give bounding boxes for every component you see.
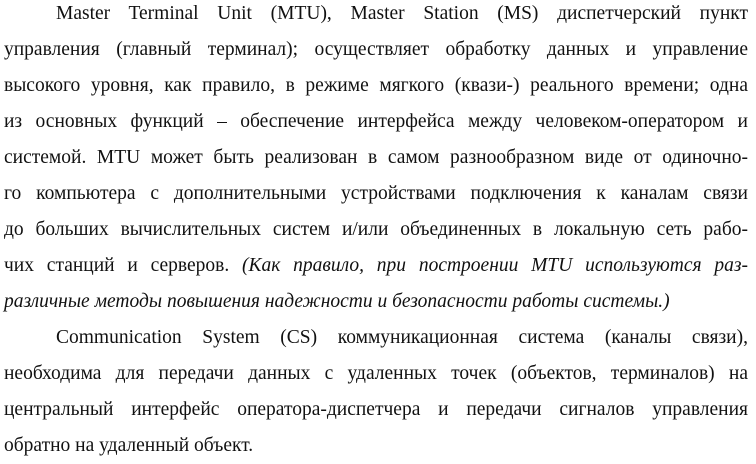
text-line-mixed (4, 248, 748, 284)
italic-note-continuation: различные методы повышения надежности и безопасности работы системы.) (4, 291, 670, 312)
text-line: Master Terminal Unit (MTU), Master Station (MS) диспетчерский пункт (56, 3, 748, 24)
text-line: Communication System (CS) коммуникационная система (каналы связи), (56, 327, 748, 348)
text-line: необходима для передачи данных с удаленных точек (объектов, терминалов) на (4, 363, 748, 384)
text-line: высокого уровня, как правило, в режиме мягкого (квази-) реального времени; одна (4, 75, 748, 96)
text-line: го компьютера с дополнительными устройствами подключения к каналам связи (4, 183, 748, 204)
text-line: центральный интерфейс оператора-диспетчера и передачи сигналов управления (4, 399, 748, 420)
text-segment: чих станций и серверов. (4, 255, 230, 276)
text-line: обратно на удаленный объект. (4, 435, 254, 456)
text-line: до больших вычислительных систем и/или объединенных в локальную сеть рабо- (4, 219, 748, 240)
text-line: из основных функций – обеспечение интерфейса между человеком-оператором и (4, 111, 748, 132)
italic-note: (Как правило, при построении MTU используются раз- (242, 255, 749, 276)
text-line: системой. MTU может быть реализован в самом разнообразном виде от одиночно- (4, 147, 748, 168)
text-line: управления (главный терминал); осуществляет обработку данных и управление (4, 39, 748, 60)
